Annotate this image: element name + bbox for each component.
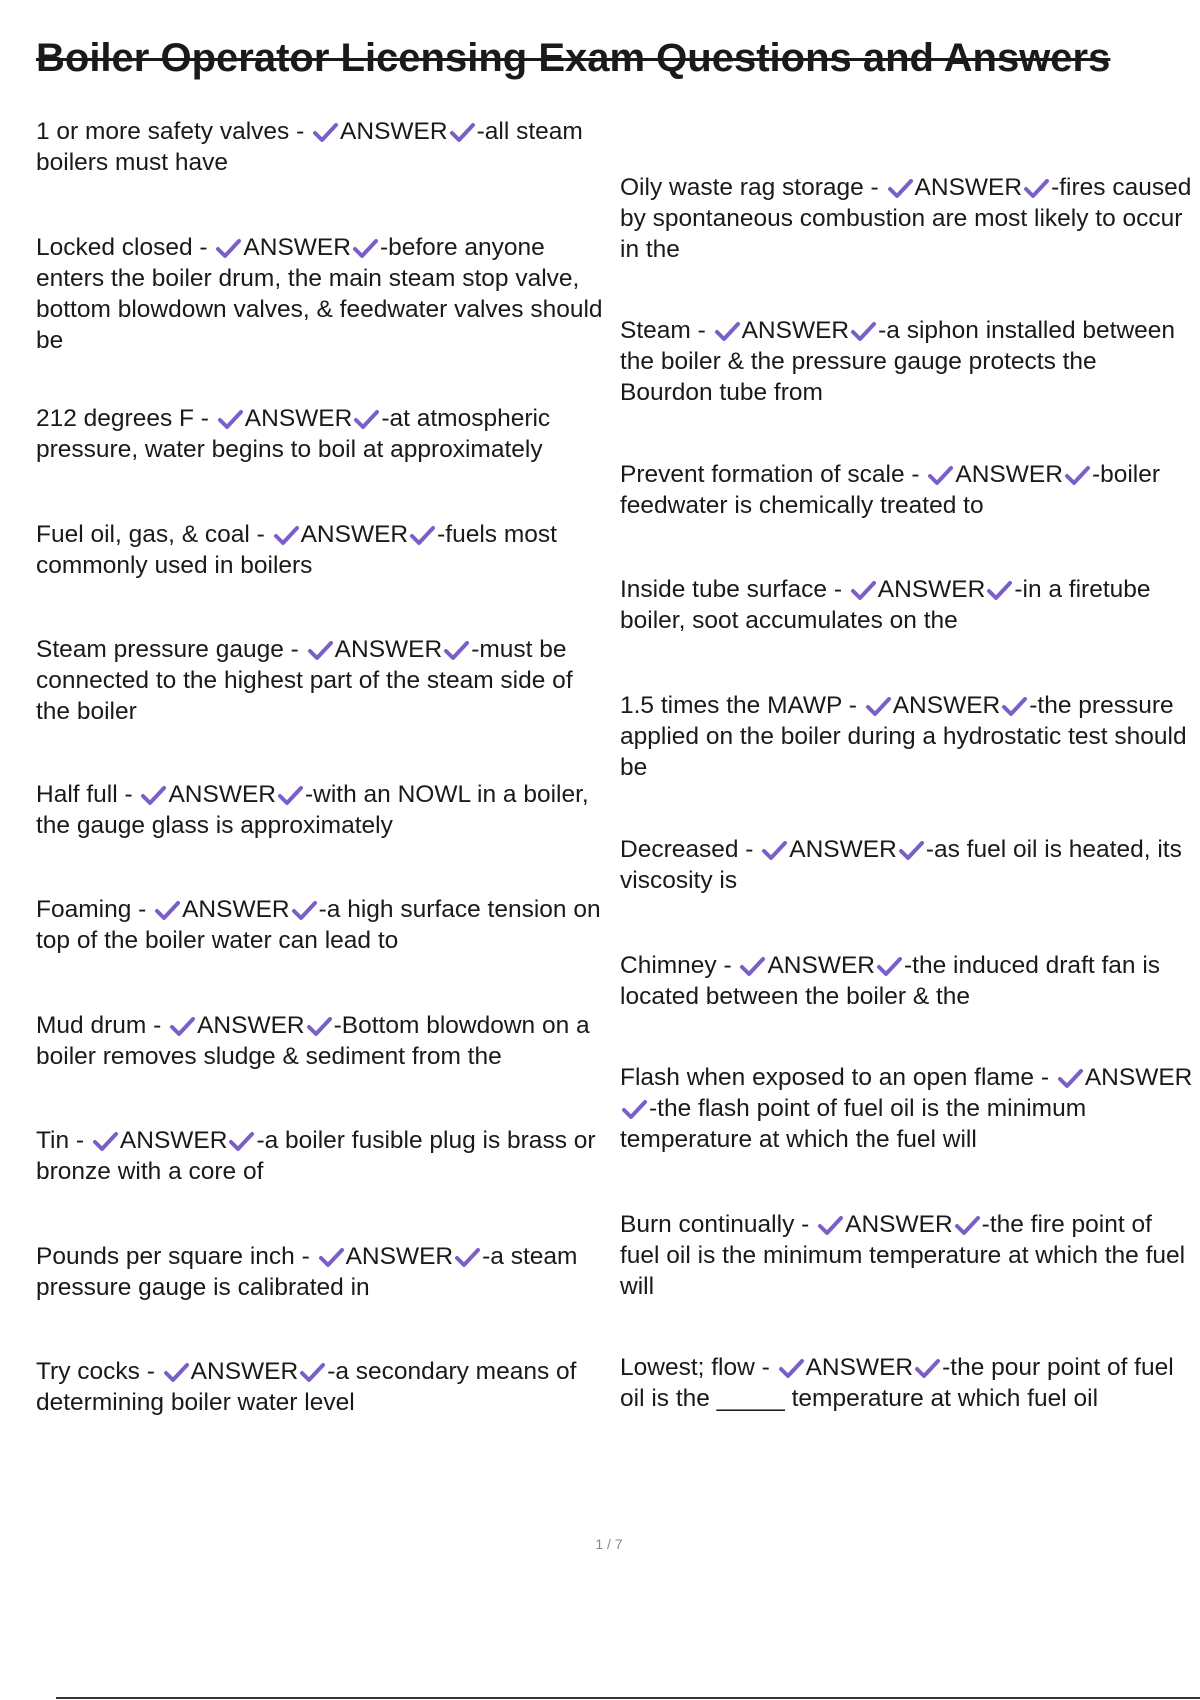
- check-icon: [154, 899, 181, 921]
- qa-item: [620, 315, 1195, 408]
- check-icon: [914, 1357, 941, 1379]
- question-text: -the flash point of fuel oil is the minimum temperature at which the fuel will: [620, 1095, 1087, 1153]
- check-icon: [277, 784, 304, 806]
- check-icon: [454, 1246, 481, 1268]
- answer-label: ANSWER: [845, 1211, 953, 1238]
- answer-term: Foaming -: [36, 896, 154, 923]
- check-icon: [714, 320, 741, 342]
- question-text: -boiler feedwater is chemically treated to: [620, 461, 1161, 519]
- answer-label: ANSWER: [168, 781, 277, 808]
- answer-term: Chimney -: [620, 952, 739, 979]
- answer-label: ANSWER: [955, 461, 1063, 488]
- answer-label: ANSWER: [877, 576, 986, 603]
- check-icon: [217, 408, 244, 430]
- answer-term: Tin -: [36, 1127, 91, 1154]
- question-text: -Bottom blowdown on a boiler removes sludge & sediment from the: [36, 1012, 590, 1070]
- check-icon: [215, 237, 242, 259]
- check-icon: [273, 524, 300, 546]
- answer-term: Inside tube surface -: [620, 576, 849, 603]
- check-icon: [850, 320, 877, 342]
- answer-label: ANSWER: [1084, 1064, 1193, 1091]
- check-icon: [739, 955, 766, 977]
- qa-item: [36, 634, 606, 727]
- check-icon: [865, 695, 892, 717]
- qa-item: [36, 1010, 606, 1072]
- answer-label: ANSWER: [119, 1127, 228, 1154]
- page-divider: [56, 1697, 1200, 1699]
- answer-term: 1 or more safety valves -: [36, 118, 312, 145]
- qa-item: [36, 779, 606, 841]
- qa-item: [620, 1062, 1195, 1155]
- qa-item: [36, 1125, 606, 1187]
- qa-item: [620, 690, 1195, 783]
- question-text: -the pour point of fuel oil is the _____ temperature at which fuel oil: [620, 1354, 1174, 1412]
- question-text: -the fire point of fuel oil is the minimum temperature at which the fuel will: [620, 1211, 1186, 1300]
- qa-item: [36, 519, 606, 581]
- check-icon: [898, 839, 925, 861]
- answer-label: ANSWER: [805, 1354, 914, 1381]
- check-icon: [409, 524, 436, 546]
- answer-label: ANSWER: [789, 836, 897, 863]
- answer-label: ANSWER: [334, 636, 443, 663]
- question-text: -with an NOWL in a boiler, the gauge glass is approximately: [36, 781, 589, 839]
- check-icon: [954, 1214, 981, 1236]
- check-icon: [761, 839, 788, 861]
- qa-item: [620, 459, 1195, 521]
- answer-term: 212 degrees F -: [36, 405, 216, 432]
- check-icon: [1057, 1067, 1084, 1089]
- check-icon: [621, 1098, 648, 1120]
- check-icon: [778, 1357, 805, 1379]
- question-text: -fires caused by spontaneous combustion are most likely to occur in the: [620, 174, 1192, 263]
- answer-label: ANSWER: [182, 896, 290, 923]
- check-icon: [140, 784, 167, 806]
- check-icon: [318, 1246, 345, 1268]
- qa-item: [36, 232, 606, 356]
- question-text: -a steam pressure gauge is calibrated in: [36, 1243, 578, 1301]
- check-icon: [163, 1361, 190, 1383]
- answer-term: Decreased -: [620, 836, 761, 863]
- check-icon: [353, 408, 380, 430]
- answer-term: Try cocks -: [36, 1358, 162, 1385]
- answer-term: Lowest; flow -: [620, 1354, 777, 1381]
- question-text: -must be connected to the highest part of the steam side of the boiler: [36, 636, 573, 725]
- answer-label: ANSWER: [340, 118, 448, 145]
- check-icon: [986, 579, 1013, 601]
- answer-label: ANSWER: [741, 317, 850, 344]
- question-text: -at atmospheric pressure, water begins to boil at approximately: [36, 405, 551, 463]
- question-text: -the pressure applied on the boiler during a hydrostatic test should be: [620, 692, 1187, 781]
- check-icon: [443, 639, 470, 661]
- document-title: Boiler Operator Licensing Exam Questions and Answers: [36, 36, 1111, 80]
- answer-label: ANSWER: [892, 692, 1001, 719]
- qa-item: [620, 1352, 1195, 1414]
- check-icon: [307, 639, 334, 661]
- check-icon: [876, 955, 903, 977]
- question-text: -before anyone enters the boiler drum, the main steam stop valve, bottom blowdown valves, & feedwater valves should be: [36, 234, 603, 354]
- answer-term: Prevent formation of scale -: [620, 461, 927, 488]
- check-icon: [449, 121, 476, 143]
- check-icon: [312, 121, 339, 143]
- answer-label: ANSWER: [244, 405, 353, 432]
- qa-item: [36, 1356, 606, 1418]
- answer-term: Flash when exposed to an open flame -: [620, 1064, 1056, 1091]
- answer-term: Steam -: [620, 317, 713, 344]
- question-text: -fuels most commonly used in boilers: [36, 521, 557, 579]
- check-icon: [887, 177, 914, 199]
- question-text: -as fuel oil is heated, its viscosity is: [620, 836, 1182, 894]
- check-icon: [1023, 177, 1050, 199]
- question-text: -a high surface tension on top of the boiler water can lead to: [36, 896, 601, 954]
- qa-item: [620, 172, 1195, 265]
- check-icon: [927, 464, 954, 486]
- answer-term: Oily waste rag storage -: [620, 174, 886, 201]
- qa-item: [620, 834, 1195, 896]
- check-icon: [352, 237, 379, 259]
- answer-term: Pounds per square inch -: [36, 1243, 317, 1270]
- answer-label: ANSWER: [300, 521, 409, 548]
- answer-label: ANSWER: [197, 1012, 305, 1039]
- check-icon: [1001, 695, 1028, 717]
- answer-label: ANSWER: [243, 234, 351, 261]
- answer-label: ANSWER: [767, 952, 875, 979]
- question-text: -the induced draft fan is located between the boiler & the: [620, 952, 1161, 1010]
- answer-term: 1.5 times the MAWP -: [620, 692, 864, 719]
- qa-item: [620, 574, 1195, 636]
- check-icon: [291, 899, 318, 921]
- question-text: -a boiler fusible plug is brass or bronze with a core of: [36, 1127, 596, 1185]
- answer-label: ANSWER: [345, 1243, 454, 1270]
- check-icon: [169, 1015, 196, 1037]
- question-text: -in a firetube boiler, soot accumulates on the: [620, 576, 1151, 634]
- answer-term: Half full -: [36, 781, 140, 808]
- check-icon: [92, 1130, 119, 1152]
- answer-label: ANSWER: [190, 1358, 299, 1385]
- check-icon: [228, 1130, 255, 1152]
- check-icon: [850, 579, 877, 601]
- check-icon: [817, 1214, 844, 1236]
- page-indicator: 1 / 7: [595, 1536, 623, 1552]
- qa-item: [620, 1209, 1195, 1302]
- check-icon: [306, 1015, 333, 1037]
- qa-item: [36, 116, 606, 178]
- question-text: -a secondary means of determining boiler water level: [36, 1358, 577, 1416]
- answer-term: Steam pressure gauge -: [36, 636, 306, 663]
- answer-label: ANSWER: [914, 174, 1023, 201]
- answer-term: Fuel oil, gas, & coal -: [36, 521, 272, 548]
- qa-item: [36, 403, 606, 465]
- qa-item: [36, 894, 606, 956]
- qa-item: [36, 1241, 606, 1303]
- answer-term: Burn continually -: [620, 1211, 817, 1238]
- question-text: -a siphon installed between the boiler & the pressure gauge protects the Bourdon tube from: [620, 317, 1176, 406]
- answer-term: Locked closed -: [36, 234, 215, 261]
- check-icon: [1064, 464, 1091, 486]
- qa-item: [620, 950, 1195, 1012]
- answer-term: Mud drum -: [36, 1012, 169, 1039]
- check-icon: [299, 1361, 326, 1383]
- question-text: -all steam boilers must have: [36, 118, 583, 176]
